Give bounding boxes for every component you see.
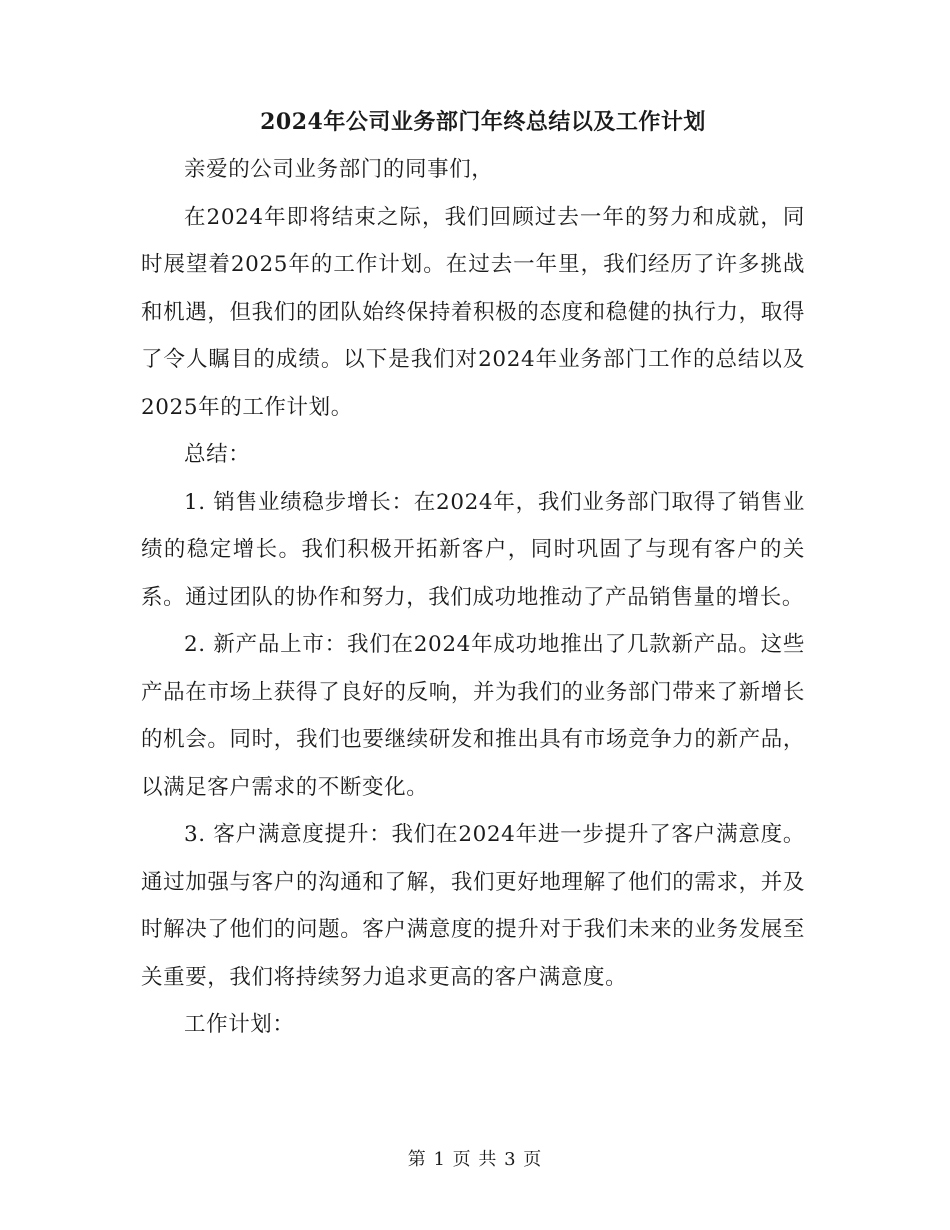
page-number-footer: 第 1 页 共 3 页 bbox=[407, 1149, 543, 1170]
work-plan-heading: 工作计划： bbox=[184, 1012, 295, 1037]
document-body bbox=[141, 100, 805, 1049]
document-title: 2024年公司业务部门年终总结以及工作计划 bbox=[260, 109, 706, 135]
intro-paragraph: 在2024年即将结束之际，我们回顾过去一年的努力和成就，同时展望着2025年的工作计划。在过去一年里，我们经历了许多挑战和机遇，但我们的团队始终保持着积极的态度和稳健的执行力，取得了令人瞩目的成绩。以下是我们对2024年业务部门工作的总结以及2025年的工作计划。 bbox=[141, 204, 805, 420]
greeting-paragraph: 亲爱的公司业务部门的同事们， bbox=[184, 157, 494, 182]
summary-item-2: 2. 新产品上市：我们在2024年成功地推出了几款新产品。这些产品在市场上获得了良好的反响，并为我们的业务部门带来了新增长的机会。同时，我们也要继续研发和推出具有市场竞争力的新产品，以满足客户需求的不断变化。 bbox=[141, 632, 805, 800]
summary-heading: 总结： bbox=[184, 442, 251, 467]
summary-item-1: 1. 销售业绩稳步增长：在2024年，我们业务部门取得了销售业绩的稳定增长。我们积极开拓新客户，同时巩固了与现有客户的关系。通过团队的协作和努力，我们成功地推动了产品销售量的增长。 bbox=[141, 489, 805, 610]
summary-item-3: 3. 客户满意度提升：我们在2024年进一步提升了客户满意度。通过加强与客户的沟通和了解，我们更好地理解了他们的需求，并及时解决了他们的问题。客户满意度的提升对于我们未来的业务发展至关重要，我们将持续努力追求更高的客户满意度。 bbox=[141, 822, 805, 990]
